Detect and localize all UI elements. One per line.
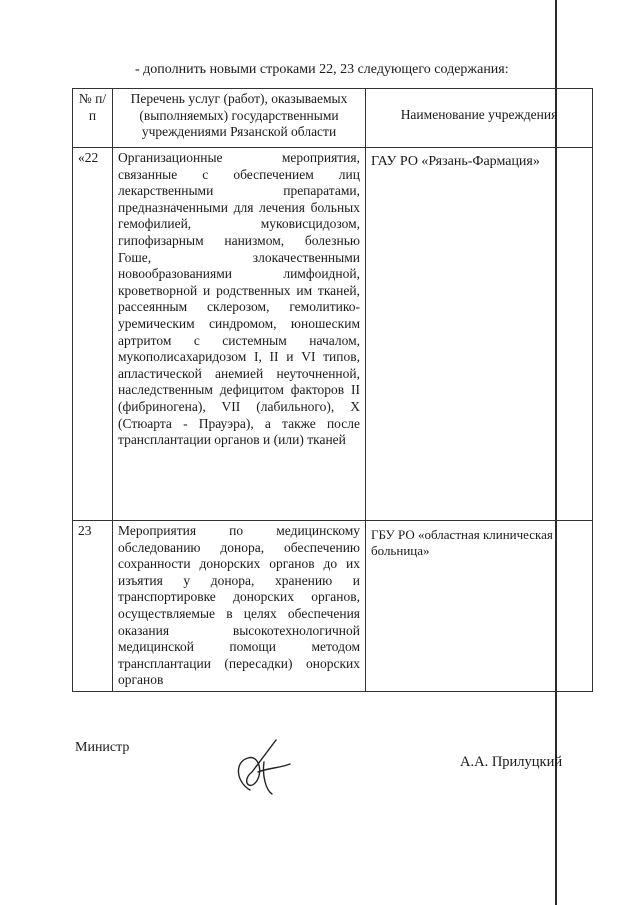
- row-organization: ГАУ РО «Рязань-Фармация»: [366, 148, 593, 521]
- services-table: [72, 88, 593, 692]
- row-services: Мероприятия по медицинскому обследованию донора, обеспечению сохранности донорских органов до их изъятия у донора, хранению и транспортировке донорских органов, осуществляемые в целях обеспечения оказания высокотехнологичной медицинской помощи методом трансплантации (пересадки) онорских органов: [113, 521, 366, 692]
- table-header-row: [73, 89, 593, 148]
- signer-role: Министр: [75, 740, 130, 755]
- table-row: [73, 148, 593, 521]
- intro-text: - дополнить новыми строками 22, 23 следующего содержания:: [135, 62, 509, 77]
- row-organization: ГБУ РО «областная клиническая больница»: [366, 521, 593, 692]
- handwritten-signature: [228, 732, 298, 802]
- header-organization: Наименование учреждения: [366, 89, 593, 148]
- signer-name: А.А. Прилуцкий: [460, 754, 563, 770]
- header-number: № п/п: [73, 89, 113, 148]
- row-services: Организационные мероприятия, связанные с обеспечением лиц лекарственными препаратами, предназначенными для лечения больных гемофилией, муковисцидозом, гипофизарным нанизмом, болезнью Гоше, злокачественными новообразованиями лимфоидной, кроветворной и родственных им тканей, рассеянным склерозом, гемолитико-уремическим синдромом, юношеским артритом с системным началом, мукополисахаридозом I, II и VI типов, апластической анемией неуточненной, наследственным дефицитом факторов II (фибриногена), VII (лабильного), X (Стюарта - Прауэра), а также после трансплантации органов и (или) тканей: [113, 148, 366, 521]
- row-number: «22: [73, 148, 113, 521]
- row-number: 23: [73, 521, 113, 692]
- header-services: Перечень услуг (работ), оказываемых (выполняемых) государственными учреждениями Рязанской области: [113, 89, 366, 148]
- table-row: [73, 521, 593, 692]
